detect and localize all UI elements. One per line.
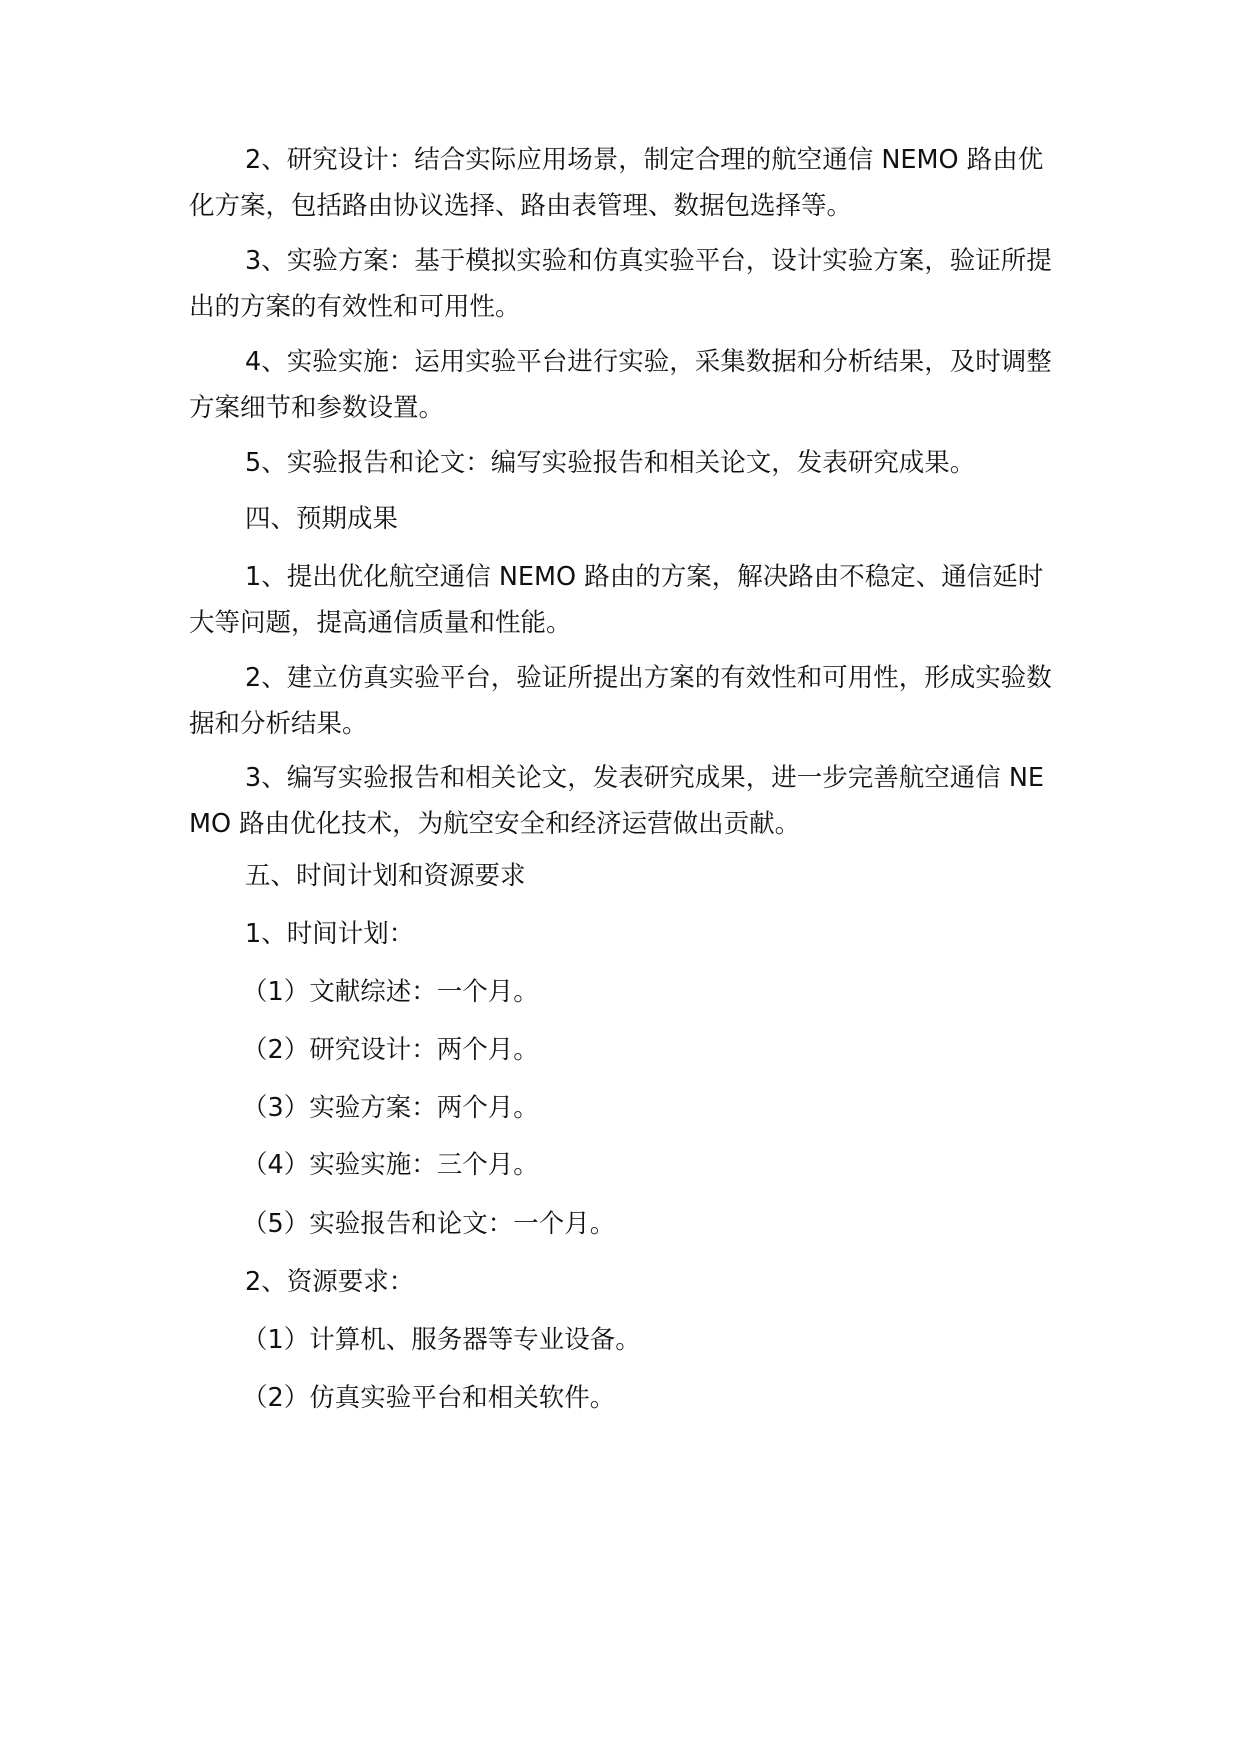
paragraph-result-3: 3、编写实验报告和相关论文，发表研究成果，进一步完善航空通信 NEMO 路由优化技术，为航空安全和经济运营做出贡献。 bbox=[189, 763, 1045, 839]
list-item-resource-1: （1）计算机、服务器等专业设备。 bbox=[242, 1325, 641, 1355]
paragraph-experiment-implementation: 4、实验实施：运用实验平台进行实验，采集数据和分析结果，及时调整方案细节和参数设置。 bbox=[189, 347, 1052, 423]
list-item-time-4: （4）实验实施：三个月。 bbox=[242, 1150, 539, 1180]
paragraph-result-1: 1、提出优化航空通信 NEMO 路由的方案，解决路由不稳定、通信延时大等问题，提高通信质量和性能。 bbox=[189, 562, 1044, 638]
subheading-time-plan: 1、时间计划： bbox=[245, 919, 415, 949]
list-item-time-1: （1）文献综述：一个月。 bbox=[242, 977, 539, 1007]
subheading-resource-requirements: 2、资源要求： bbox=[245, 1267, 415, 1297]
paragraph-result-2: 2、建立仿真实验平台，验证所提出方案的有效性和可用性，形成实验数据和分析结果。 bbox=[189, 663, 1052, 739]
paragraph-research-design: 2、研究设计：结合实际应用场景，制定合理的航空通信 NEMO 路由优化方案，包括路由协议选择、路由表管理、数据包选择等。 bbox=[189, 145, 1044, 221]
section-heading-expected-results: 四、预期成果 bbox=[245, 504, 399, 534]
list-item-time-2: （2）研究设计：两个月。 bbox=[242, 1035, 539, 1065]
paragraph-experiment-plan: 3、实验方案：基于模拟实验和仿真实验平台，设计实验方案，验证所提出的方案的有效性和可用性。 bbox=[189, 246, 1052, 322]
paragraph-report-and-paper: 5、实验报告和论文：编写实验报告和相关论文，发表研究成果。 bbox=[245, 448, 976, 478]
list-item-resource-2: （2）仿真实验平台和相关软件。 bbox=[242, 1383, 616, 1413]
section-heading-schedule-resources: 五、时间计划和资源要求 bbox=[245, 861, 526, 891]
list-item-time-3: （3）实验方案：两个月。 bbox=[242, 1093, 539, 1123]
list-item-time-5: （5）实验报告和论文：一个月。 bbox=[242, 1209, 616, 1239]
